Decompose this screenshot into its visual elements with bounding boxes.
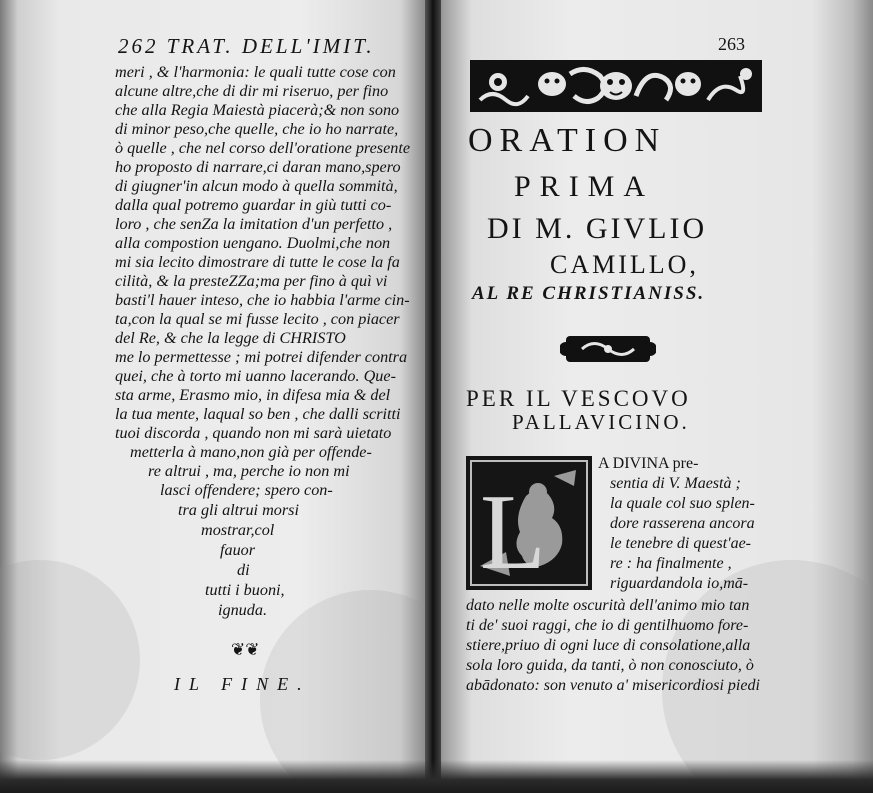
text-line: tuoi discorda , quando non mi sarà uietato xyxy=(115,424,392,442)
text-line: le tenebre di quest'ae- xyxy=(610,535,751,552)
text-line: mostrar,col xyxy=(201,521,275,539)
paper-stain xyxy=(0,560,140,760)
text-line: re altrui , ma, perche io non mi xyxy=(148,462,350,480)
woodcut-initial xyxy=(466,456,592,590)
text-line: quei, che à torto mi uanno lacerando. Que- xyxy=(115,367,396,385)
text-line: sta arme, Erasmo mio, in difesa mia & del xyxy=(115,386,391,404)
text-line: dalla qual potremo guardar in giù tutti co- xyxy=(115,196,392,214)
text-line: che alla Regia Maiestà piacerà;& non sono xyxy=(115,101,400,119)
subtitle-line-2: PALLAVICINO. xyxy=(512,410,690,434)
text-line: dato nelle molte oscurità dell'animo mio tan xyxy=(466,597,750,614)
text-line: mi sia lecito dimostrare di tutte le cose la fa xyxy=(115,253,400,271)
text-line: tutti i buoni, xyxy=(205,581,285,599)
text-line: tra gli altrui morsi xyxy=(178,501,299,519)
text-line: sola loro guida, da tanti, ò non conosciuto, ò xyxy=(466,657,754,674)
initial-letter: L xyxy=(480,473,546,590)
text-line: meri , & l'harmonia: le quali tutte cose con xyxy=(115,63,396,81)
text-line: la quale col suo splen- xyxy=(610,495,755,512)
text-line: ta,con la qual se mi fusse lecito , con piacer xyxy=(115,310,400,328)
text-line: alla compostion uengano. Duolmi,che non xyxy=(115,234,391,252)
title-line-2: PRIMA xyxy=(514,170,655,203)
dedication-line: AL RE CHRISTIANISS. xyxy=(472,283,706,304)
woodcut-headpiece xyxy=(470,60,762,112)
text-line: sentia di V. Maestà ; xyxy=(610,475,741,492)
text-line: di minor peso,che quelle, che io ho narrate, xyxy=(115,120,399,138)
text-line: fauor xyxy=(220,541,256,559)
text-line: di giugner'in alcun modo à quella sommità, xyxy=(115,177,398,195)
text-line: ò quelle , che nel corso dell'oratione presente xyxy=(115,139,411,157)
left-page xyxy=(0,0,432,793)
text-line: ignuda. xyxy=(218,601,268,619)
text-line: riguardandola io,mā- xyxy=(610,575,749,592)
small-ornament: ❦❦ xyxy=(231,640,260,659)
end-text: IL FINE. xyxy=(174,674,311,694)
text-line: lasci offendere; spero con- xyxy=(160,481,333,499)
text-line: basti'l hauer inteso, che io habbia l'arme cin- xyxy=(115,291,410,309)
text-line: ho proposto di narrare,ci daran mano,spero xyxy=(115,158,401,176)
bottom-shadow xyxy=(0,760,873,793)
text-line: re : ha finalmente , xyxy=(610,555,732,572)
text-line: metterla à mano,non già per offende- xyxy=(130,443,372,461)
book-spine xyxy=(425,0,441,793)
text-line: ti de' suoi raggi, che io di gentilhuomo fore- xyxy=(466,617,749,634)
text-line: alcune altre,che di dir mi riseruo, per fino xyxy=(115,82,389,100)
fleuron-ornament xyxy=(560,330,656,368)
text-line: di xyxy=(237,561,250,579)
text-line: dore rasserena ancora xyxy=(610,515,755,532)
title-line-4: CAMILLO, xyxy=(550,250,699,279)
text-line: loro , che senZa la imitation d'un perfetto , xyxy=(115,215,393,233)
text-line: abādonato: son venuto a' misericordiosi piedi xyxy=(466,677,760,694)
page-number: 263 xyxy=(718,34,745,54)
text-line: stiere,priuo di ogni luce di consolatione,alla xyxy=(466,637,751,654)
text-line: cilità, & la presteZZa;ma per fino à quì vi xyxy=(115,272,388,290)
text-line: A DIVINA pre- xyxy=(598,455,699,472)
subtitle-line-1: PER IL VESCOVO xyxy=(466,386,691,411)
title-line-3: DI M. GIVLIO xyxy=(487,212,708,245)
text-line: me lo permettesse ; mi potrei difender contra xyxy=(115,348,408,366)
running-head: 262 TRAT. DELL'IMIT. xyxy=(118,34,375,58)
text-line: del Re, & che la legge di CHRISTO xyxy=(115,329,346,347)
title-line-1: ORATION xyxy=(468,122,667,159)
text-line: la tua mente, laqual so ben , che dalli scritti xyxy=(115,405,401,423)
right-page xyxy=(432,0,873,793)
